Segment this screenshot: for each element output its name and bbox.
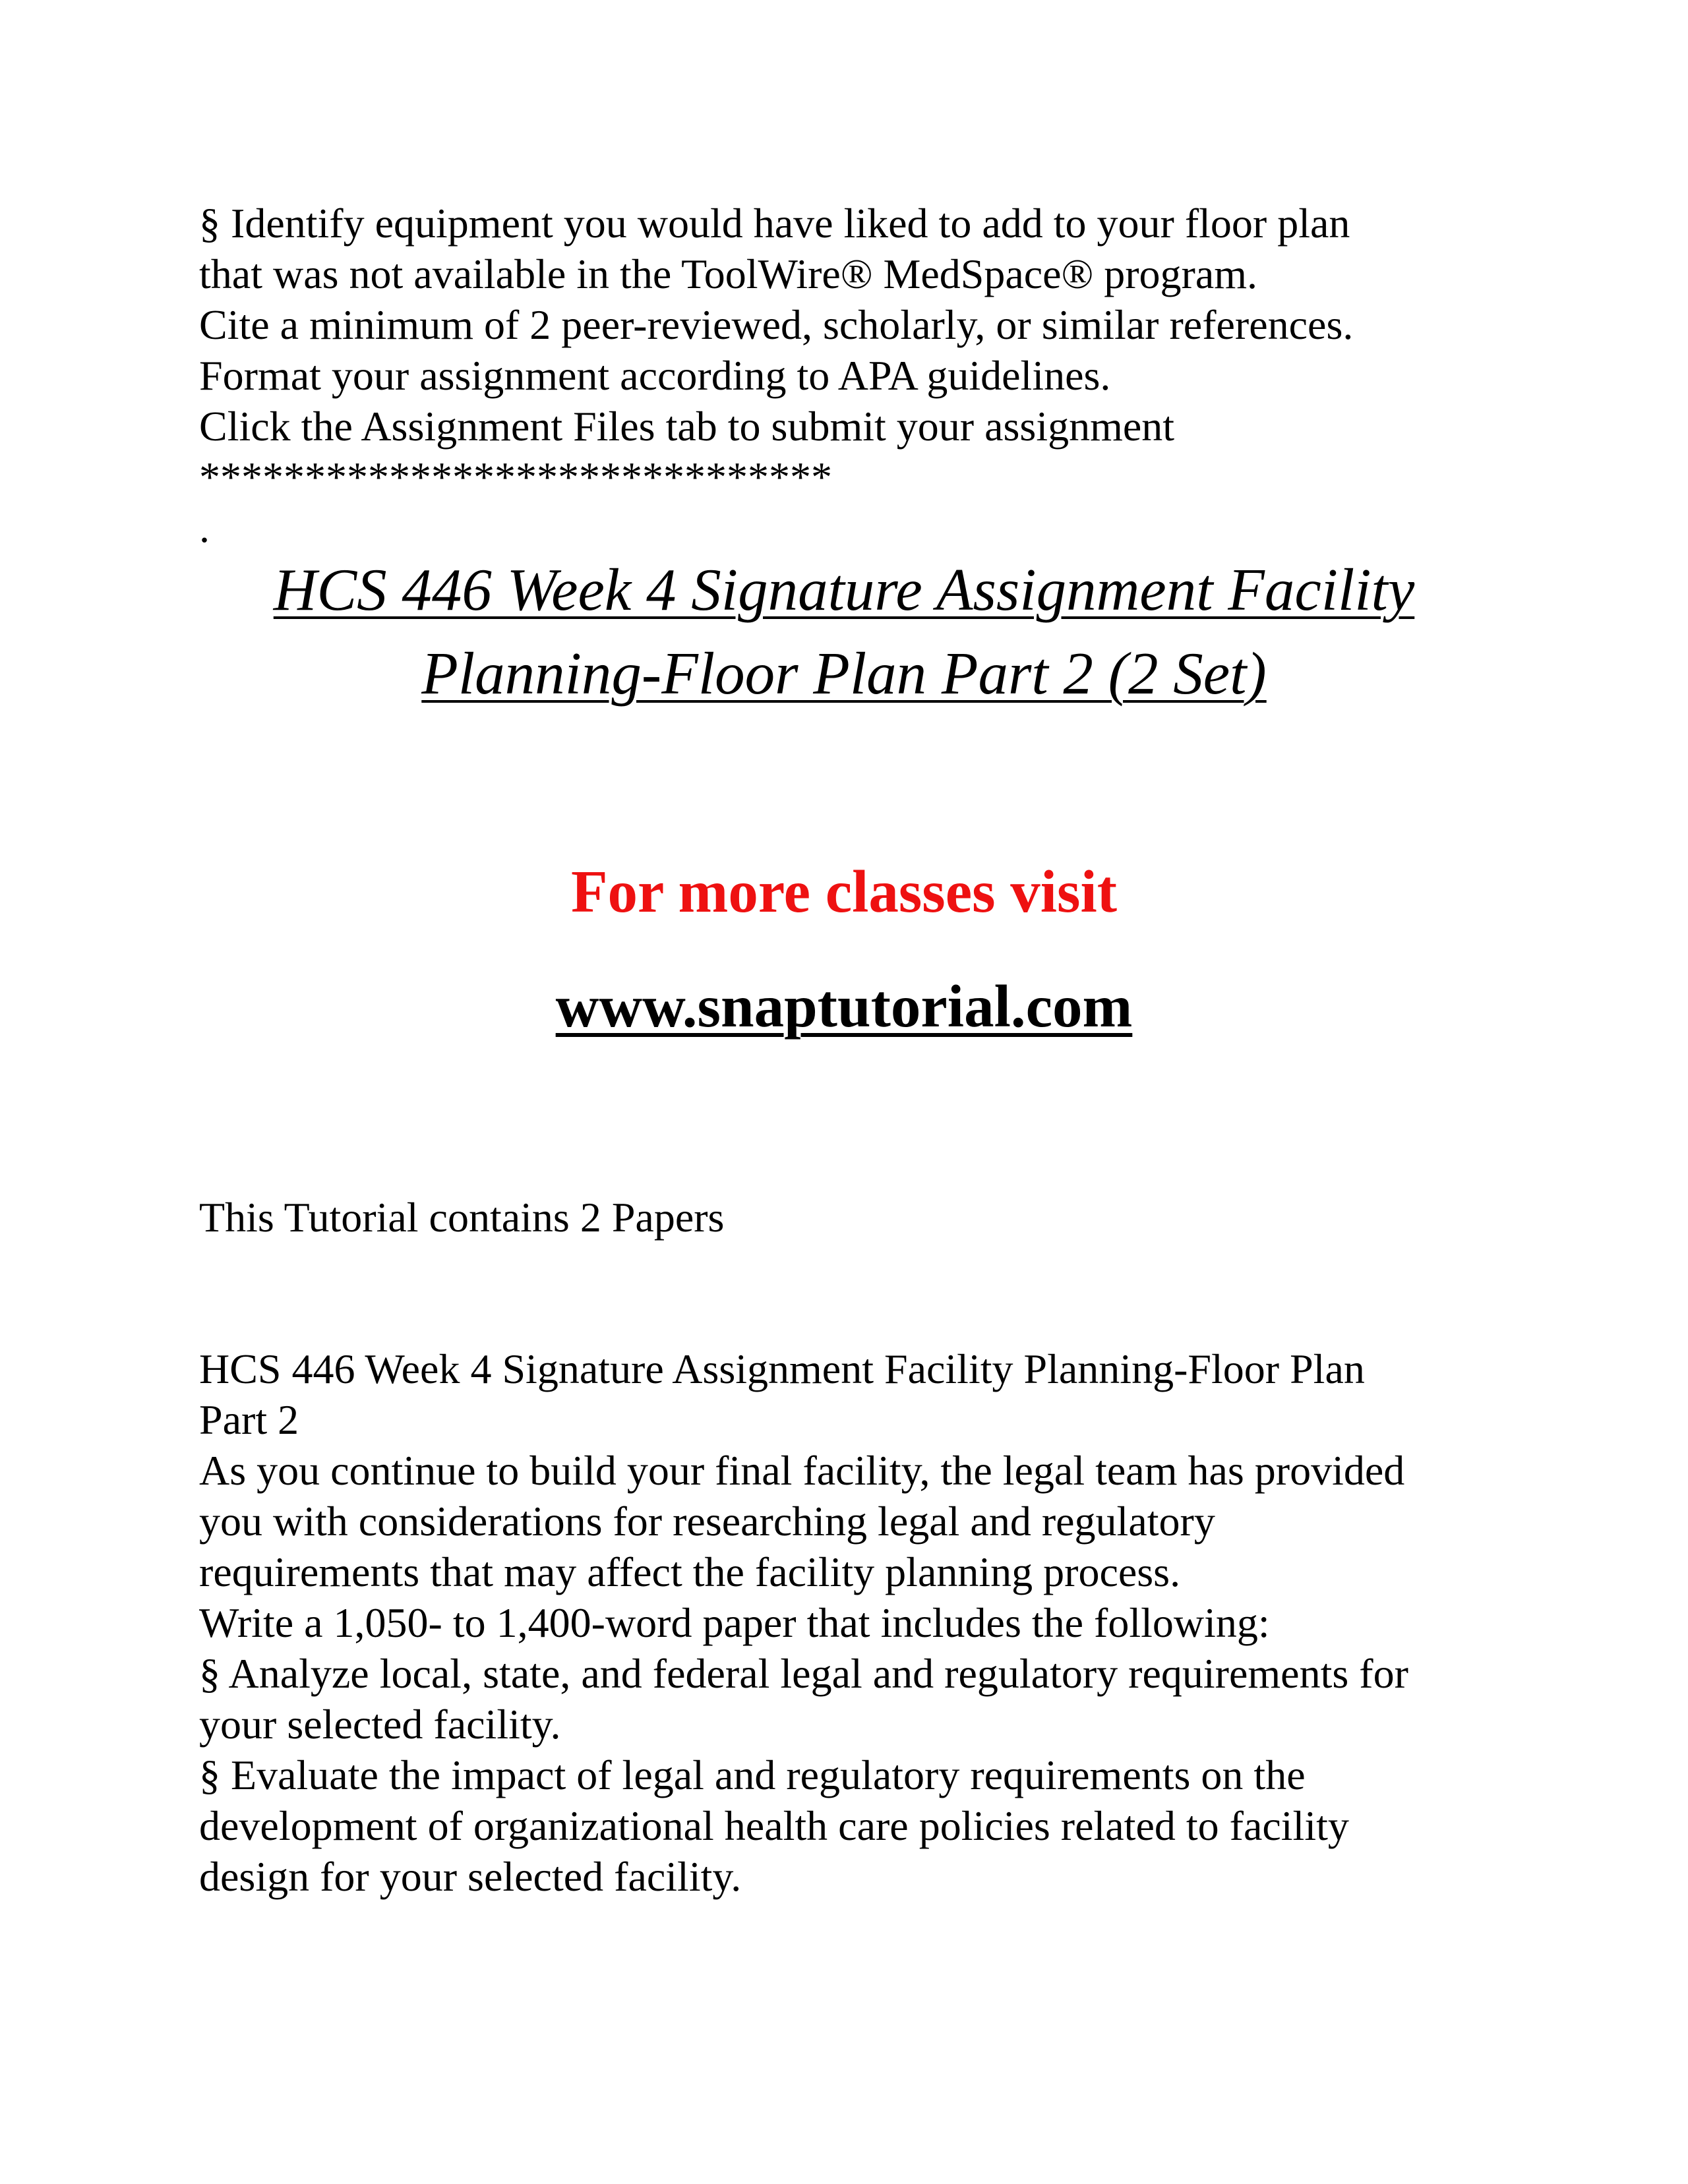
body-line-6: Write a 1,050- to 1,400-word paper that includes the following:: [199, 1599, 1270, 1646]
tutorial-note: This Tutorial contains 2 Papers: [199, 1194, 725, 1241]
document-title-line-1: HCS 446 Week 4 Signature Assignment Facility: [273, 556, 1415, 623]
promo-site-text[interactable]: www.snaptutorial.com: [555, 973, 1133, 1040]
asterisk-separator: ******************************: [199, 454, 832, 500]
intro-line-1: § Identify equipment you would have liked to add to your floor plan: [199, 200, 1350, 247]
body-line-10: development of organizational health care policies related to facility: [199, 1802, 1349, 1849]
body-line-11: design for your selected facility.: [199, 1853, 742, 1900]
intro-line-4: Format your assignment according to APA guidelines.: [199, 352, 1111, 399]
body-line-9: § Evaluate the impact of legal and regulatory requirements on the: [199, 1752, 1306, 1798]
body-line-7: § Analyze local, state, and federal legal and regulatory requirements for: [199, 1650, 1408, 1697]
body-line-4: you with considerations for researching legal and regulatory: [199, 1498, 1215, 1545]
body-line-3: As you continue to build your final facility, the legal team has provided: [199, 1447, 1405, 1494]
intro-line-2: that was not available in the ToolWire® MedSpace® program.: [199, 251, 1257, 297]
intro-line-5: Click the Assignment Files tab to submit your assignment: [199, 403, 1175, 450]
promo-site-link[interactable]: [0, 970, 1688, 1043]
body-line-5: requirements that may affect the facility planning process.: [199, 1549, 1181, 1595]
intro-line-3: Cite a minimum of 2 peer-reviewed, scholarly, or similar references.: [199, 301, 1354, 348]
promo-visit-text: For more classes visit: [570, 858, 1118, 925]
document-title-line-2: Planning-Floor Plan Part 2 (2 Set): [421, 640, 1267, 707]
body-line-2: Part 2: [199, 1396, 299, 1443]
body-line-8: your selected facility.: [199, 1701, 561, 1748]
body-line-1: HCS 446 Week 4 Signature Assignment Facility Planning-Floor Plan: [199, 1345, 1365, 1392]
dot-line: .: [199, 504, 210, 551]
